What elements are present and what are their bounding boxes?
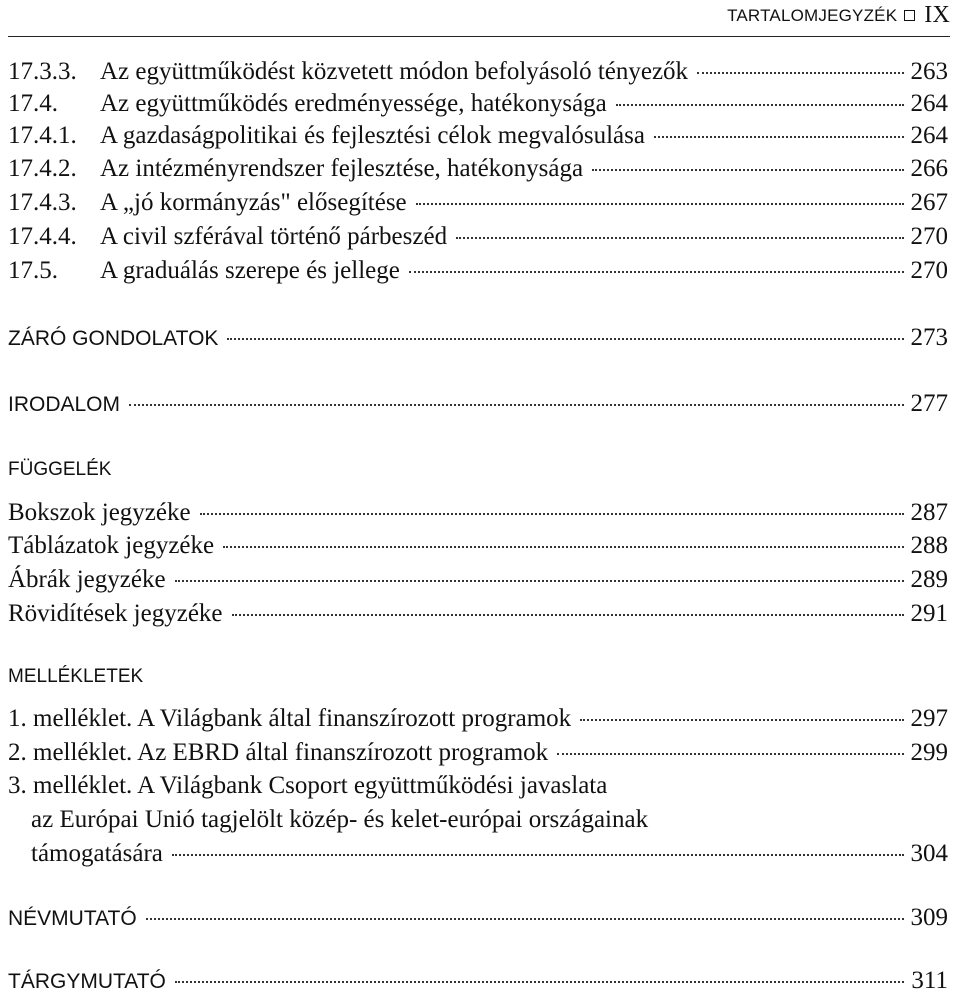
toc-entry[interactable] <box>8 499 948 527</box>
toc-entry[interactable] <box>8 189 948 217</box>
toc-entry[interactable] <box>8 223 948 251</box>
entry-title: NÉVMUTATÓ <box>8 907 137 930</box>
entry-page: 270 <box>910 223 948 250</box>
dot-leader <box>175 580 904 582</box>
dot-leader <box>580 719 903 721</box>
entry-title: Az együttműködés eredményessége, hatékonysága <box>100 90 607 117</box>
toc-entry-nevmutato[interactable] <box>8 904 948 932</box>
square-bullet-icon <box>904 10 915 21</box>
entry-title: Az intézményrendszer fejlesztése, hatékonysága <box>100 155 584 182</box>
entry-page: 299 <box>910 739 948 766</box>
entry-page: 263 <box>910 58 948 85</box>
dot-leader <box>456 237 903 239</box>
entry-title: A civil szférával történő párbeszéd <box>100 223 448 250</box>
toc-entry[interactable] <box>8 58 948 86</box>
toc-entry[interactable] <box>8 566 948 594</box>
entry-number: 17.4.1. <box>8 122 77 149</box>
entry-title: Az együttműködést közvetett módon befolyásoló tényezők <box>100 58 689 85</box>
dot-leader <box>232 614 904 616</box>
entry-page: 311 <box>911 967 948 994</box>
entry-page: 277 <box>910 390 948 417</box>
entry-page: 267 <box>910 189 948 216</box>
toc-entry-targymutato[interactable] <box>8 967 948 995</box>
toc-entry[interactable] <box>8 600 948 628</box>
toc-entry[interactable] <box>8 257 948 285</box>
entry-number: 17.4.2. <box>8 155 77 182</box>
entry-title: 2. melléklet. Az EBRD által finanszírozott programok <box>8 739 549 766</box>
entry-page: 264 <box>910 90 948 117</box>
entry-number: 17.4.3. <box>8 189 77 216</box>
entry-page: 304 <box>910 840 948 867</box>
entry-page: 288 <box>910 532 948 559</box>
dot-leader <box>129 404 903 406</box>
dot-leader <box>416 203 904 205</box>
entry-page: 273 <box>910 324 948 351</box>
dot-leader <box>172 854 904 856</box>
entry-page: 297 <box>910 705 948 732</box>
entry-number: 17.5. <box>8 257 58 284</box>
entry-number: 17.4.4. <box>8 223 77 250</box>
entry-number: 17.3.3. <box>8 58 77 85</box>
toc-entry-irodalom[interactable] <box>8 390 948 418</box>
toc-entry[interactable] <box>8 739 948 767</box>
entry-title-line: támogatására <box>31 840 163 867</box>
dot-leader <box>223 546 903 548</box>
entry-title: Bokszok jegyzéke <box>8 499 191 526</box>
entry-page: 264 <box>910 122 948 149</box>
toc-entry[interactable] <box>31 840 948 868</box>
dot-leader <box>654 136 904 138</box>
dot-leader <box>592 169 903 171</box>
header-title: TARTALOMJEGYZÉK <box>727 5 898 25</box>
entry-title: Ábrák jegyzéke <box>8 566 166 593</box>
entry-title: TÁRGYMUTATÓ <box>8 970 166 993</box>
toc-entry[interactable] <box>8 155 948 183</box>
toc-entry[interactable] <box>8 90 948 118</box>
entry-page: 270 <box>910 257 948 284</box>
section-heading-mellekletek: MELLÉKLETEK <box>8 666 144 687</box>
entry-title: 1. melléklet. A Világbank által finanszírozott programok <box>8 705 572 732</box>
dot-leader <box>697 72 903 74</box>
dot-leader <box>409 271 904 273</box>
toc-entry[interactable] <box>8 532 948 560</box>
entry-title: A „jó kormányzás" elősegítése <box>100 189 407 216</box>
entry-page: 289 <box>910 566 948 593</box>
toc-entry[interactable] <box>8 122 948 150</box>
entry-title-line[interactable]: az Európai Unió tagjelölt közép- és kelet-európai országainak <box>31 806 649 833</box>
entry-title: Táblázatok jegyzéke <box>8 532 215 559</box>
entry-title: IRODALOM <box>8 393 121 416</box>
dot-leader <box>557 753 903 755</box>
dot-leader <box>175 981 905 983</box>
dot-leader <box>146 918 904 920</box>
entry-page: 287 <box>910 499 948 526</box>
entry-page: 266 <box>910 155 948 182</box>
entry-number: 17.4. <box>8 90 58 117</box>
toc-entry[interactable] <box>8 705 948 733</box>
entry-title-line[interactable]: 3. melléklet. A Világbank Csoport együttműködési javaslata <box>8 772 608 799</box>
entry-title: A gazdaságpolitikai és fejlesztési célok megvalósulása <box>100 122 645 149</box>
running-header <box>727 2 950 29</box>
dot-leader <box>227 338 903 340</box>
entry-page: 291 <box>910 600 948 627</box>
entry-title: A graduálás szerepe és jellege <box>100 257 400 284</box>
entry-page: 309 <box>910 904 948 931</box>
entry-title: ZÁRÓ GONDOLATOK <box>8 327 219 350</box>
dot-leader <box>200 513 904 515</box>
header-rule <box>8 36 950 37</box>
dot-leader <box>616 104 904 106</box>
toc-entry-zaro[interactable] <box>8 324 948 352</box>
section-heading-fuggelek: FÜGGELÉK <box>8 459 112 480</box>
header-page-number: IX <box>924 2 950 28</box>
entry-title: Rövidítések jegyzéke <box>8 600 223 627</box>
